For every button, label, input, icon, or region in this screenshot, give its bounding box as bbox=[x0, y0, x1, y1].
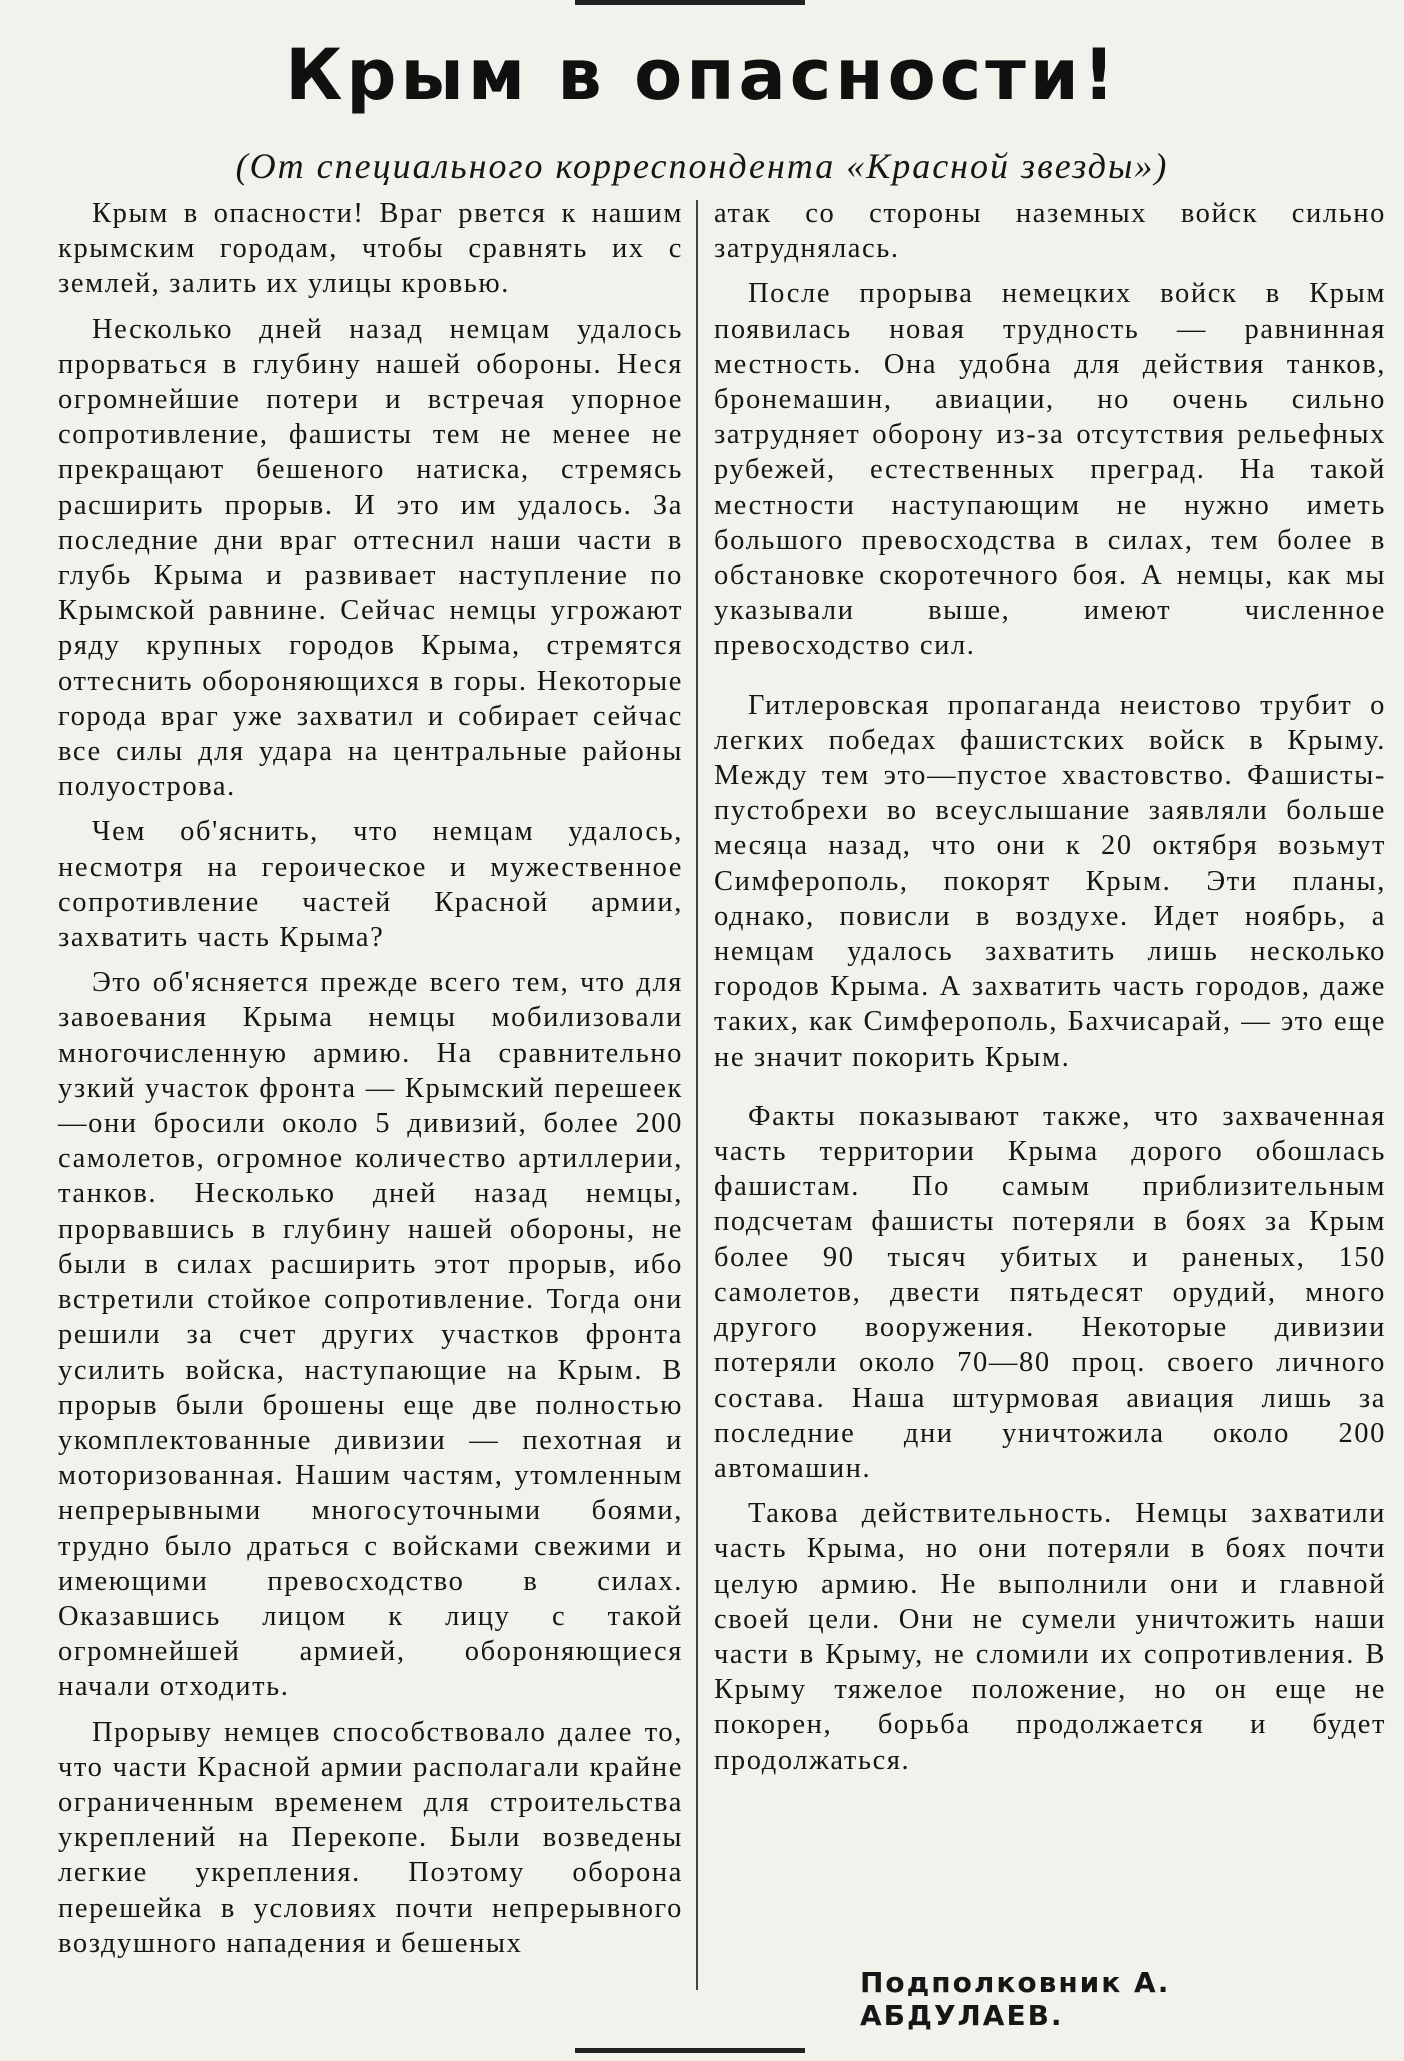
paragraph: Факты показывают также, что захваченная часть территории Крыма дорого обошлась фашистам. По самым приблизительным подсчетам фашисты потеряли в боях за Крым более 90 тысяч убитых и раненых, 150 самолетов, двести пятьдесят орудий, много другого вооружения. Некоторые дивизии потеряли около 70—80 проц. своего личного состава. Наша штурмовая авиация лишь за последние дни уничтожила около 200 автомашин. bbox=[714, 1100, 1386, 1484]
author-signature: Подполковник А. АБДУЛАЕВ. bbox=[860, 1966, 1171, 2032]
bottom-rule bbox=[575, 2048, 805, 2053]
paragraph: Такова действительность. Немцы захватили часть Крыма, но они потеряли в боях почти целую армию. Не выполнили они и главной своей цели. Они не сумели уничтожить наши части в Крыму, не сломили их сопротивления. В Крыму тяжелое положение, но он еще не покорен, борьба продолжается и будет продолжаться. bbox=[714, 1498, 1386, 1776]
paragraph: После прорыва немецких войск в Крым появилась новая трудность — равнинная местность. Она удобна для действия танков, бронемашин, авиации, но очень сильно затрудняет оборону из-за отсутствия рельефных рубежей, естественных преград. На такой местности наступающим не нужно иметь большого превосходства в силах, тем более в обстановке скоротечного боя. А немцы, как мы указывали выше, имеют численное превосходство сил. bbox=[714, 278, 1386, 662]
paragraph: атак со стороны наземных войск сильно затруднялась. bbox=[714, 198, 1386, 265]
paragraph: Это об'ясняется прежде всего тем, что для завоевания Крыма немцы мобилизовали многочисленную армию. На сравнительно узкий участок фронта — Крымский перешеек—они бросили около 5 дивизий, более 200 самолетов, огромное количество артиллерии, танков. Несколько дней назад немцы, прорвавшись в глубину нашей обороны, не были в силах расширить этот прорыв, ибо встретили стойкое сопротивление. Тогда они решили за счет других участков фронта усилить войска, наступающие на Крым. В прорыв были брошены еще две полностью укомплектованные дивизии — пехотная и моторизованная. Нашим частям, утомленным непрерывными многосуточными боями, трудно было драться с войсками свежими и имеющими превосходство в силах. Оказавшись лицом к лицу с такой огромнейшей армией, обороняющиеся начали отходить. bbox=[58, 967, 683, 1703]
paragraph: Чем об'яснить, что немцам удалось, несмотря на героическое и мужественное сопротивление частей Красной армии, захватить часть Крыма? bbox=[58, 816, 683, 954]
paragraph: Прорыву немцев способствовало далее то, что части Красной армии располагали крайне ограниченным временем для строительства укреплений на Перекопе. Были возведены легкие укрепления. Поэтому оборона перешейка в условиях почти непрерывного воздушного нападения и бешеных bbox=[58, 1716, 683, 1959]
article-subtitle: (От специального корреспондента «Красной звезды») bbox=[235, 146, 1169, 186]
paragraph: Крым в опасности! Враг рвется к нашим крымским городам, чтобы сравнять их с землей, залить их улицы кровью. bbox=[58, 198, 683, 300]
top-rule bbox=[575, 0, 805, 5]
paragraph: Гитлеровская пропаганда неистово трубит о легких победах фашистских войск в Крыму. Между тем это—пустое хвастовство. Фашисты-пустобрехи во всеуслышание заявляли больше месяца назад, что они к 20 октября возьмут Симферополь, покорят Крым. Эти планы, однако, повисли в воздухе. Идет ноябрь, а немцам удалось захватить лишь несколько городов Крыма. А захватить часть городов, даже таких, как Симферополь, Бахчисарай, — это еще не значит покорить Крым. bbox=[714, 689, 1386, 1073]
left-column bbox=[58, 196, 683, 1971]
article-title: Крым в опасности! bbox=[285, 34, 1119, 116]
right-column bbox=[714, 196, 1386, 1788]
column-divider bbox=[696, 200, 698, 1990]
paragraph: Несколько дней назад немцам удалось прорваться в глубину нашей обороны. Неся огромнейшие потери и встречая упорное сопротивление, фашисты тем не менее не прекращают бешеного натиска, стремясь расширить прорыв. И это им удалось. За последние дни враг оттеснил наши части в глубь Крыма и развивает наступление по Крымской равнине. Сейчас немцы угрожают ряду крупных городов Крыма, стремятся оттеснить обороняющихся в горы. Некоторые города враг уже захватил и собирает сейчас все силы для удара на центральные районы полуострова. bbox=[58, 313, 683, 803]
